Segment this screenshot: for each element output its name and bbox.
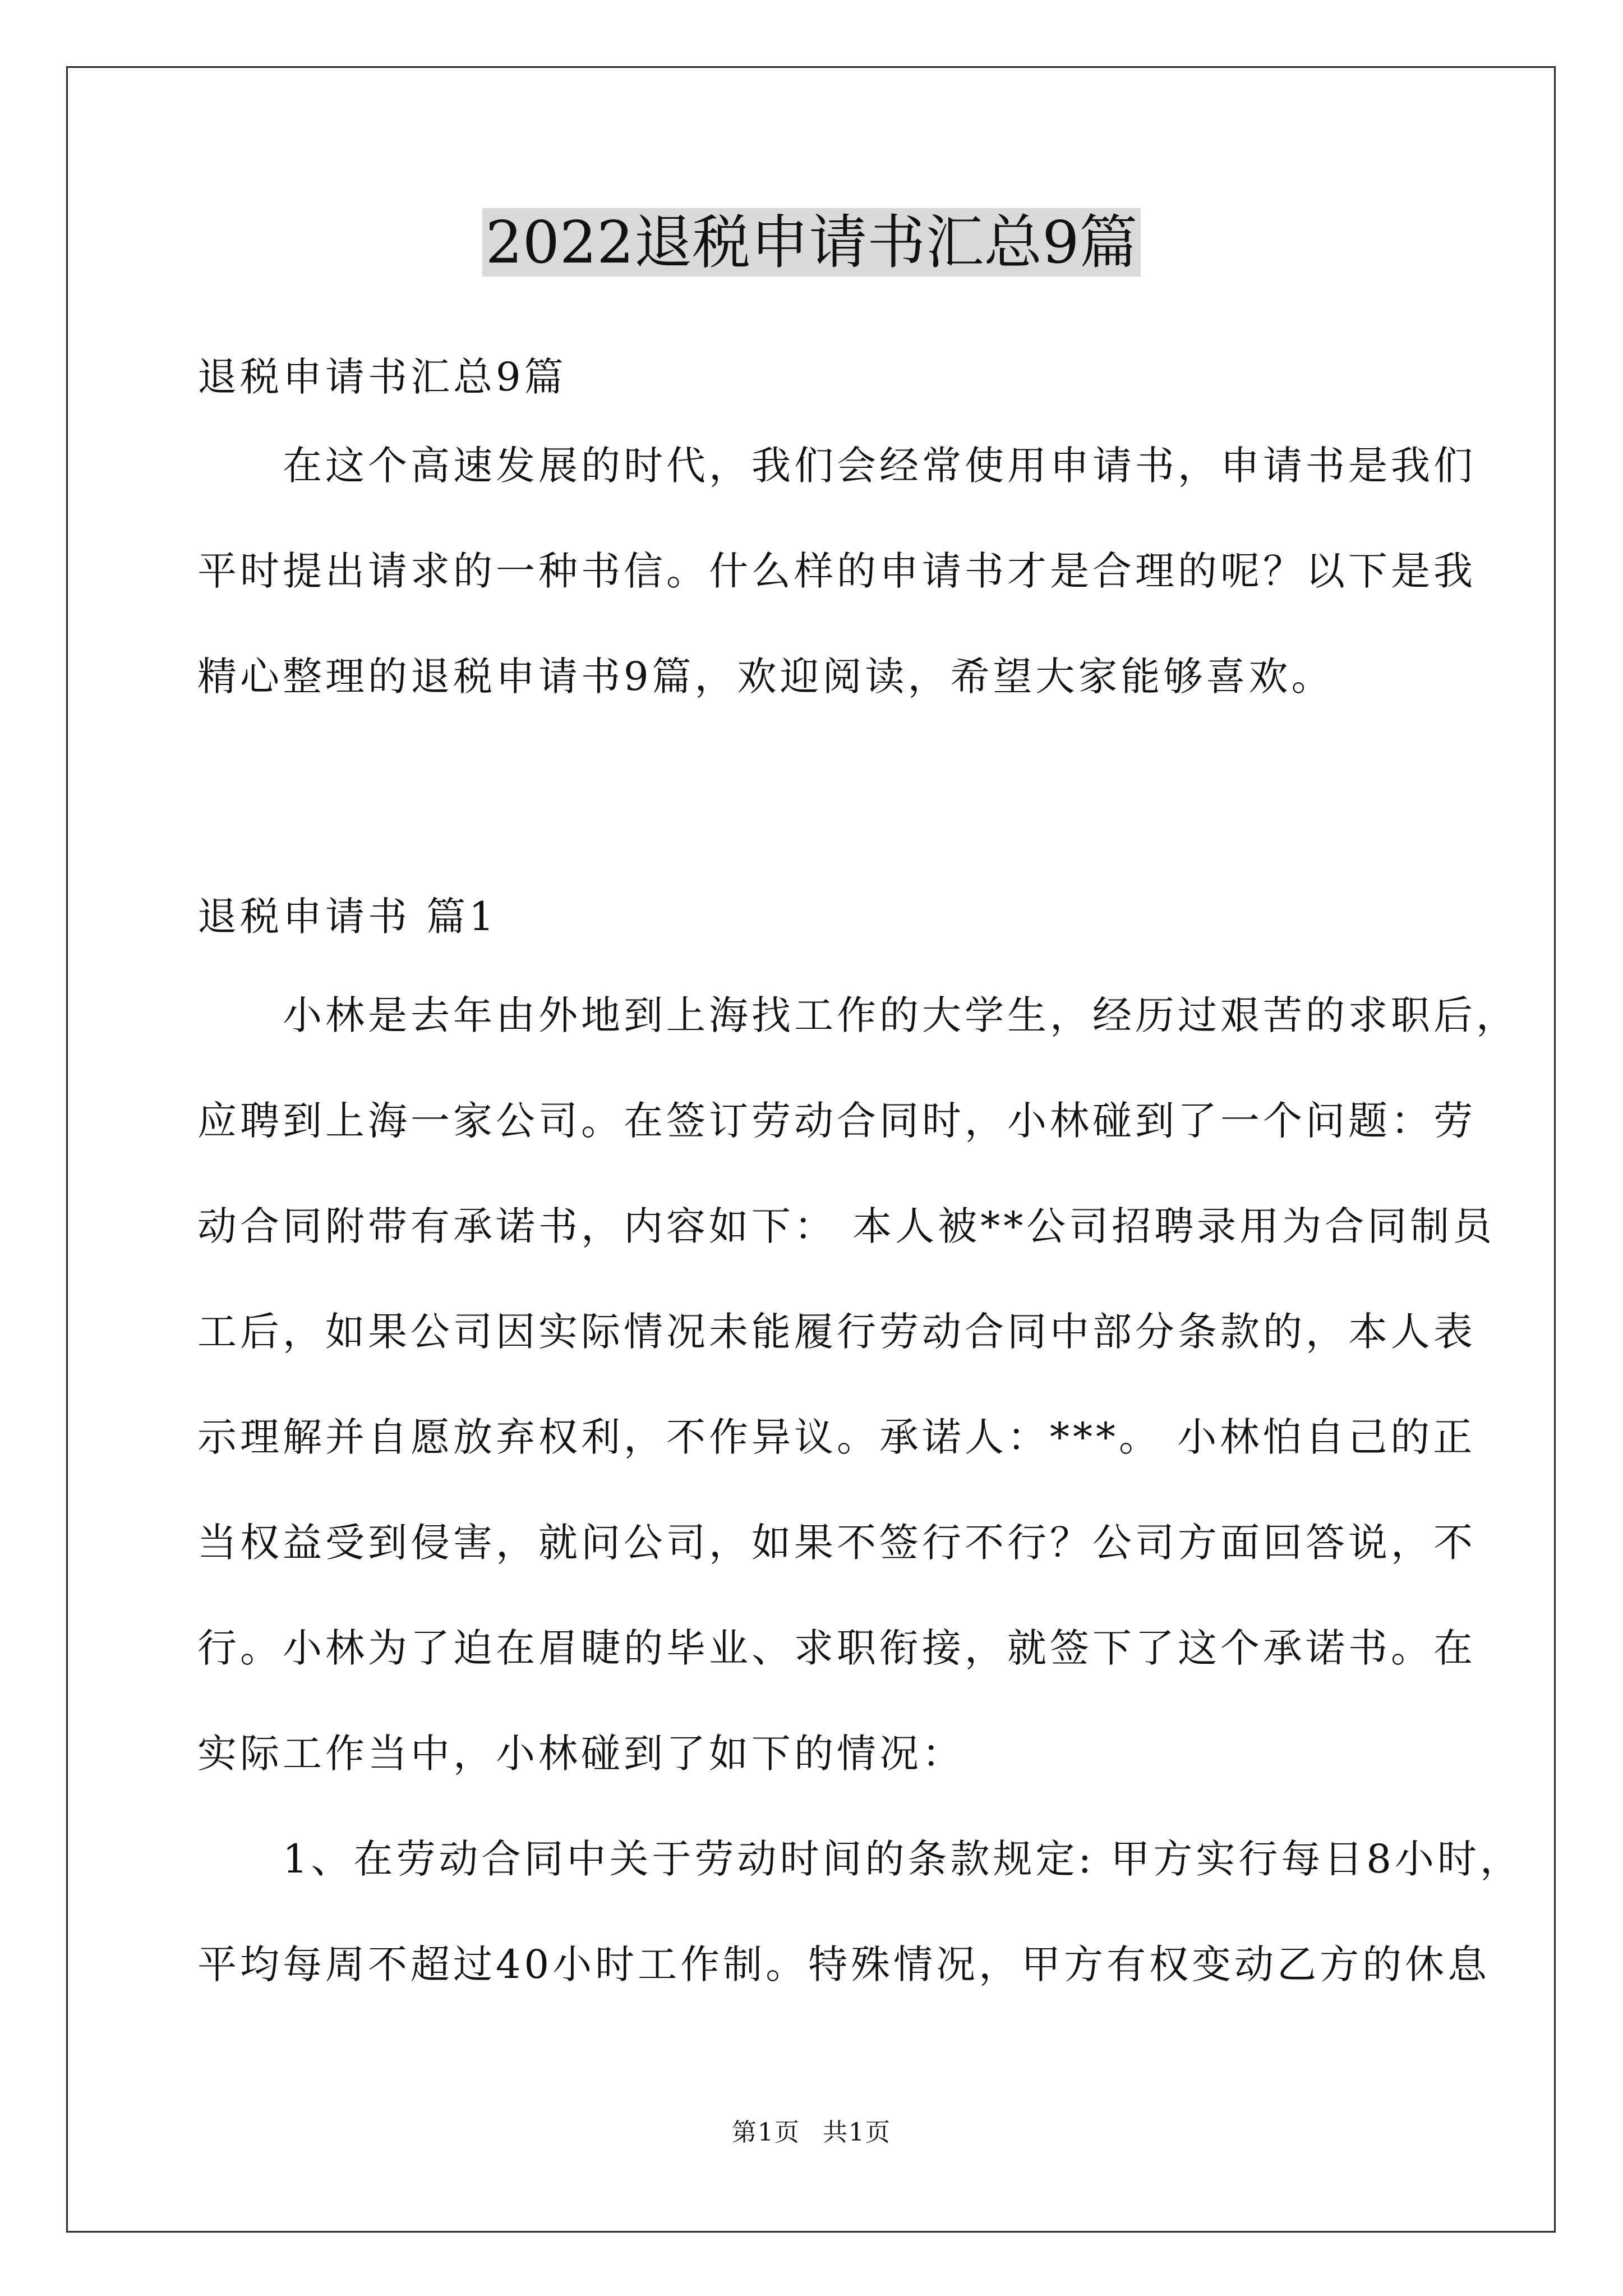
- body-line: 实际工作当中，小林碰到了如下的情况：: [197, 1731, 965, 1777]
- body-line: 示理解并自愿放弃权利，不作异议。承诺人：***。 小林怕自己的正: [197, 1414, 1476, 1460]
- section-heading: 退税申请书 篇1: [197, 894, 497, 940]
- intro-line: 平时提出请求的一种书信。什么样的申请书才是合理的呢？以下是我: [197, 548, 1476, 594]
- page-total: 共1页: [823, 2118, 891, 2147]
- body-line: 小林是去年由外地到上海找工作的大学生，经历过艰苦的求职后，: [197, 992, 1519, 1038]
- body-line: 当权益受到侵害，就问公司，如果不签行不行？公司方面回答说，不: [197, 1520, 1476, 1566]
- document-title: [0, 203, 1623, 282]
- section-body: [197, 982, 1523, 2036]
- page-number: 第1页: [732, 2118, 800, 2147]
- document-title-text: 2022退税申请书汇总9篇: [482, 208, 1141, 277]
- intro-line: 在这个高速发展的时代，我们会经常使用申请书，申请书是我们: [197, 443, 1476, 489]
- body-line: 工后，如果公司因实际情况未能履行劳动合同中部分条款的，本人表: [197, 1309, 1476, 1355]
- body-line: 行。小林为了迫在眉睫的毕业、求职衔接，就签下了这个承诺书。在: [197, 1625, 1476, 1671]
- body-line: 应聘到上海一家公司。在签订劳动合同时，小林碰到了一个问题：劳: [197, 1098, 1476, 1144]
- page-footer: [0, 2116, 1623, 2150]
- intro-line: 精心整理的退税申请书9篇，欢迎阅读，希望大家能够喜欢。: [197, 654, 1334, 700]
- intro-paragraph: [197, 432, 1476, 748]
- body-line: 平均每周不超过40小时工作制。特殊情况，甲方有权变动乙方的休息: [197, 1941, 1491, 1987]
- body-line: 1、在劳动合同中关于劳动时间的条款规定: 甲方实行每日8小时，: [197, 1836, 1523, 1882]
- body-line: 动合同附带有承诺书，内容如下： 本人被**公司招聘录用为合同制员: [197, 1203, 1496, 1249]
- document-subtitle: 退税申请书汇总9篇: [197, 354, 567, 400]
